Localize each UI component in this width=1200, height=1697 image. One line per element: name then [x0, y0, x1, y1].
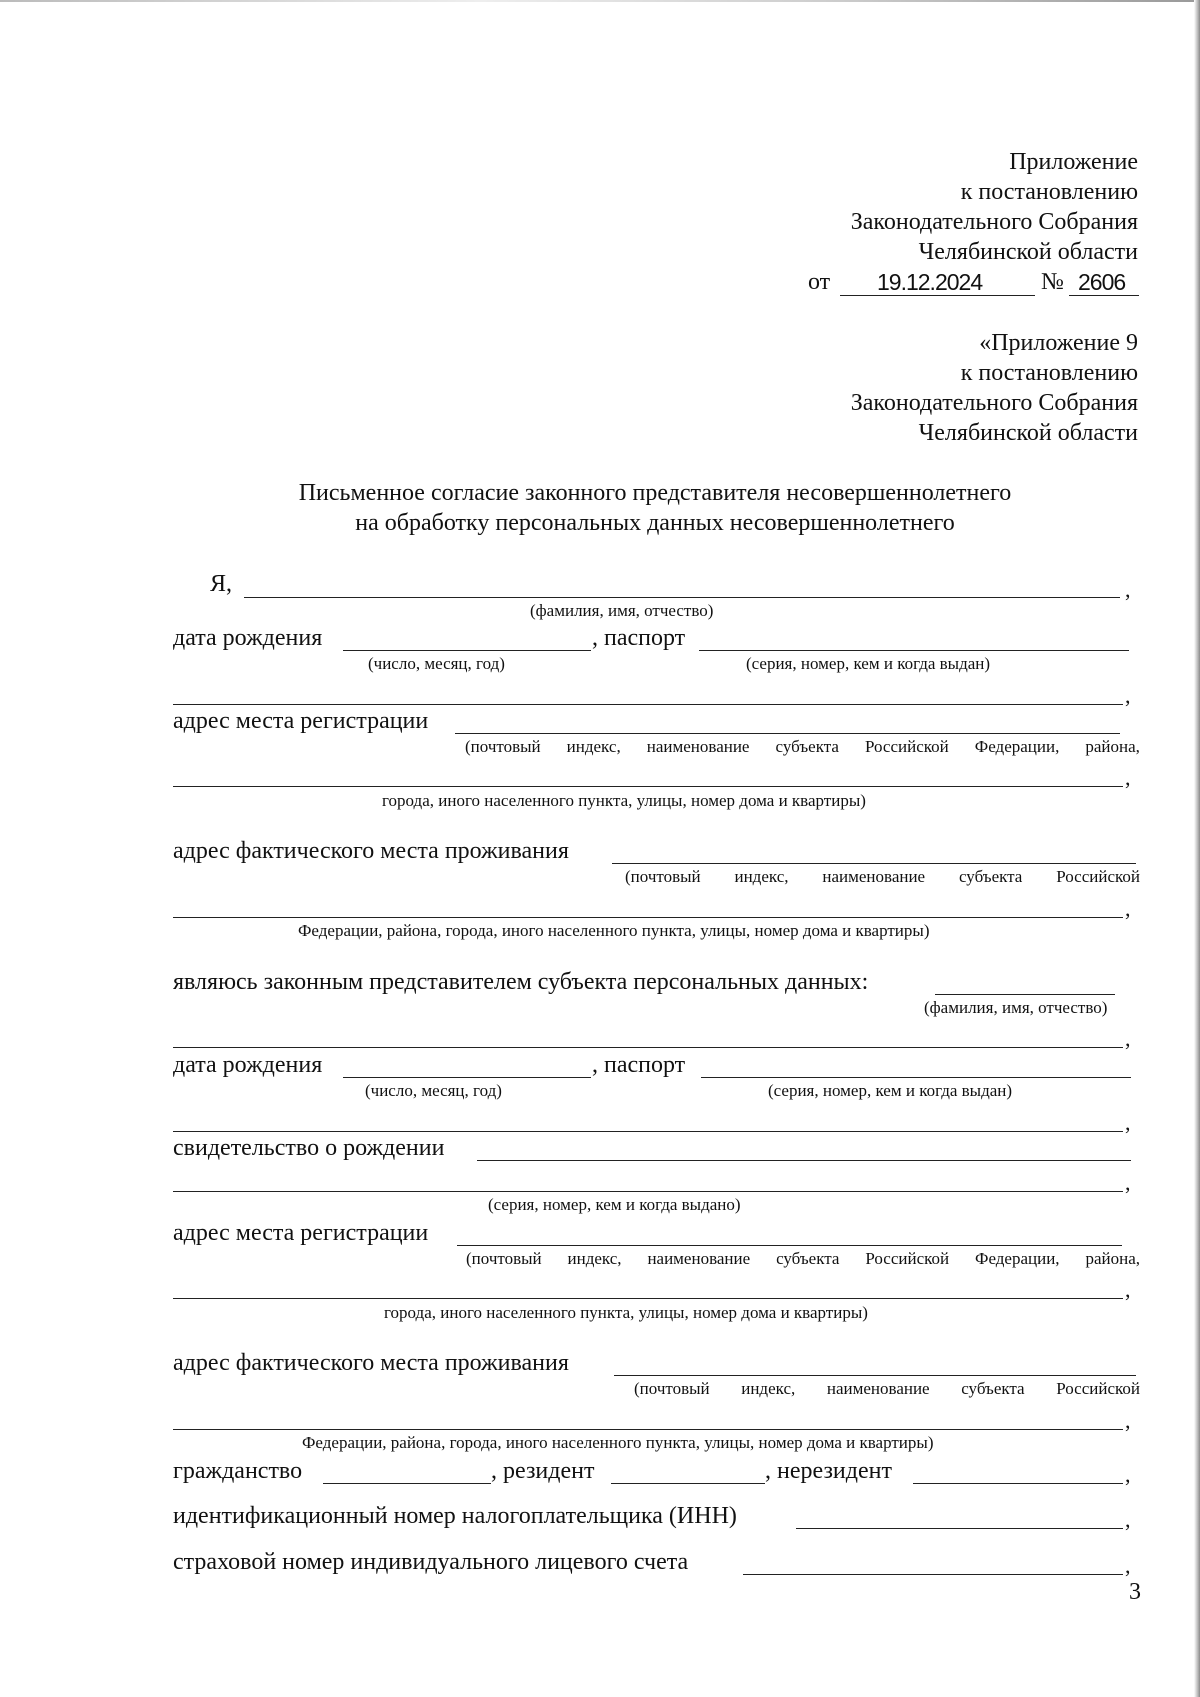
- header-line-3: Законодательного Собрания: [850, 209, 1138, 235]
- fact-addr-field-cont[interactable]: [173, 917, 1123, 918]
- passport-label: , паспорт: [592, 625, 686, 651]
- child-fio-field[interactable]: [935, 994, 1115, 995]
- comma: ,: [1125, 896, 1131, 921]
- snils-field[interactable]: [743, 1574, 1123, 1575]
- comma: ,: [1125, 1507, 1131, 1532]
- nonresident-field[interactable]: [913, 1483, 1123, 1484]
- passport-field-cont[interactable]: [173, 704, 1123, 705]
- header-line-2: к постановлению: [960, 179, 1138, 205]
- header-date: 19.12.2024: [877, 269, 983, 295]
- comma: ,: [1125, 1553, 1131, 1578]
- child-reg-addr-hint-1: (почтовый индекс, наименование субъекта Российской Федерации, района,: [466, 1249, 1140, 1268]
- reg-addr-field-cont[interactable]: [173, 786, 1123, 787]
- child-fio-hint: (фамилия, имя, отчество): [924, 998, 1108, 1017]
- appendix-line-4: Челябинской области: [918, 420, 1138, 446]
- comma: ,: [1125, 1110, 1131, 1135]
- header-number: 2606: [1078, 269, 1126, 295]
- child-reg-addr-field-cont[interactable]: [173, 1298, 1123, 1299]
- child-dob-field[interactable]: [343, 1077, 591, 1078]
- header-line-4: Челябинской области: [918, 239, 1138, 265]
- citizenship-label: гражданство: [173, 1458, 303, 1484]
- child-dob-label: дата рождения: [173, 1052, 323, 1078]
- document-title-line-2: на обработку персональных данных несовершеннолетнего: [355, 510, 955, 536]
- child-fact-addr-label: адрес фактического места проживания: [173, 1350, 569, 1376]
- reg-addr-hint-1: (почтовый индекс, наименование субъекта Российской Федерации, района,: [465, 737, 1140, 756]
- child-fact-addr-field[interactable]: [614, 1375, 1136, 1376]
- reg-addr-field[interactable]: [455, 733, 1120, 734]
- child-fact-addr-hint-1: (почтовый индекс, наименование субъекта Российской: [634, 1379, 1140, 1398]
- resident-field[interactable]: [611, 1483, 765, 1484]
- child-passport-hint: (серия, номер, кем и когда выдан): [768, 1081, 1013, 1100]
- comma: ,: [1125, 1026, 1131, 1051]
- birth-cert-hint: (серия, номер, кем и когда выдано): [488, 1195, 741, 1214]
- child-fact-addr-field-cont[interactable]: [173, 1429, 1123, 1430]
- passport-hint: (серия, номер, кем и когда выдан): [746, 654, 991, 673]
- fio-field[interactable]: [244, 597, 1120, 598]
- comma: ,: [1125, 1277, 1131, 1302]
- comma: ,: [1125, 1408, 1131, 1433]
- page-number: 3: [1129, 1579, 1141, 1605]
- child-reg-addr-hint-2: города, иного населенного пункта, улицы, номер дома и квартиры): [384, 1303, 868, 1322]
- representative-label: являюсь законным представителем субъекта персональных данных:: [173, 969, 869, 995]
- child-fio-field-cont[interactable]: [173, 1047, 1123, 1048]
- child-passport-field[interactable]: [701, 1077, 1131, 1078]
- inn-field[interactable]: [796, 1528, 1123, 1529]
- nonresident-label: , нерезидент: [765, 1458, 892, 1484]
- reg-addr-hint-2: города, иного населенного пункта, улицы, номер дома и квартиры): [382, 791, 866, 810]
- header-line-1: Приложение: [1009, 149, 1138, 175]
- birth-cert-field[interactable]: [477, 1160, 1131, 1161]
- fact-addr-hint-1: (почтовый индекс, наименование субъекта Российской: [625, 867, 1140, 886]
- scan-edge-top: [0, 0, 1200, 2]
- fact-addr-field[interactable]: [612, 863, 1136, 864]
- appendix-line-1: «Приложение 9: [979, 330, 1138, 356]
- fact-addr-label: адрес фактического места проживания: [173, 838, 569, 864]
- dob-field[interactable]: [343, 650, 591, 651]
- comma: ,: [1125, 683, 1131, 708]
- appendix-line-2: к постановлению: [960, 360, 1138, 386]
- resident-label: , резидент: [491, 1458, 595, 1484]
- scan-edge-right: [1194, 0, 1200, 1697]
- child-reg-addr-field[interactable]: [457, 1245, 1122, 1246]
- birth-cert-label: свидетельство о рождении: [173, 1135, 445, 1161]
- appendix-line-3: Законодательного Собрания: [850, 390, 1138, 416]
- birth-cert-field-cont[interactable]: [173, 1191, 1123, 1192]
- fio-hint: (фамилия, имя, отчество): [530, 601, 714, 620]
- child-dob-hint: (число, месяц, год): [365, 1081, 502, 1100]
- comma: ,: [1125, 1462, 1131, 1487]
- passport-field[interactable]: [699, 650, 1129, 651]
- header-number-sign: №: [1041, 269, 1064, 295]
- inn-label: идентификационный номер налогоплательщика (ИНН): [173, 1503, 737, 1529]
- reg-addr-label: адрес места регистрации: [173, 708, 429, 734]
- comma: ,: [1125, 765, 1131, 790]
- comma: ,: [1125, 577, 1131, 602]
- ya-label: Я,: [210, 571, 233, 597]
- dob-hint: (число, месяц, год): [368, 654, 505, 673]
- fact-addr-hint-2: Федерации, района, города, иного населенного пункта, улицы, номер дома и квартиры): [298, 921, 930, 940]
- comma: ,: [1125, 1170, 1131, 1195]
- citizenship-field[interactable]: [323, 1483, 491, 1484]
- child-fact-addr-hint-2: Федерации, района, города, иного населенного пункта, улицы, номер дома и квартиры): [302, 1433, 934, 1452]
- dob-label: дата рождения: [173, 625, 323, 651]
- child-passport-field-cont[interactable]: [173, 1131, 1123, 1132]
- header-ot-label: от: [808, 269, 831, 295]
- snils-label: страховой номер индивидуального лицевого счета: [173, 1549, 689, 1575]
- document-title-line-1: Письменное согласие законного представителя несовершеннолетнего: [298, 480, 1012, 506]
- child-reg-addr-label: адрес места регистрации: [173, 1220, 429, 1246]
- child-passport-label: , паспорт: [592, 1052, 686, 1078]
